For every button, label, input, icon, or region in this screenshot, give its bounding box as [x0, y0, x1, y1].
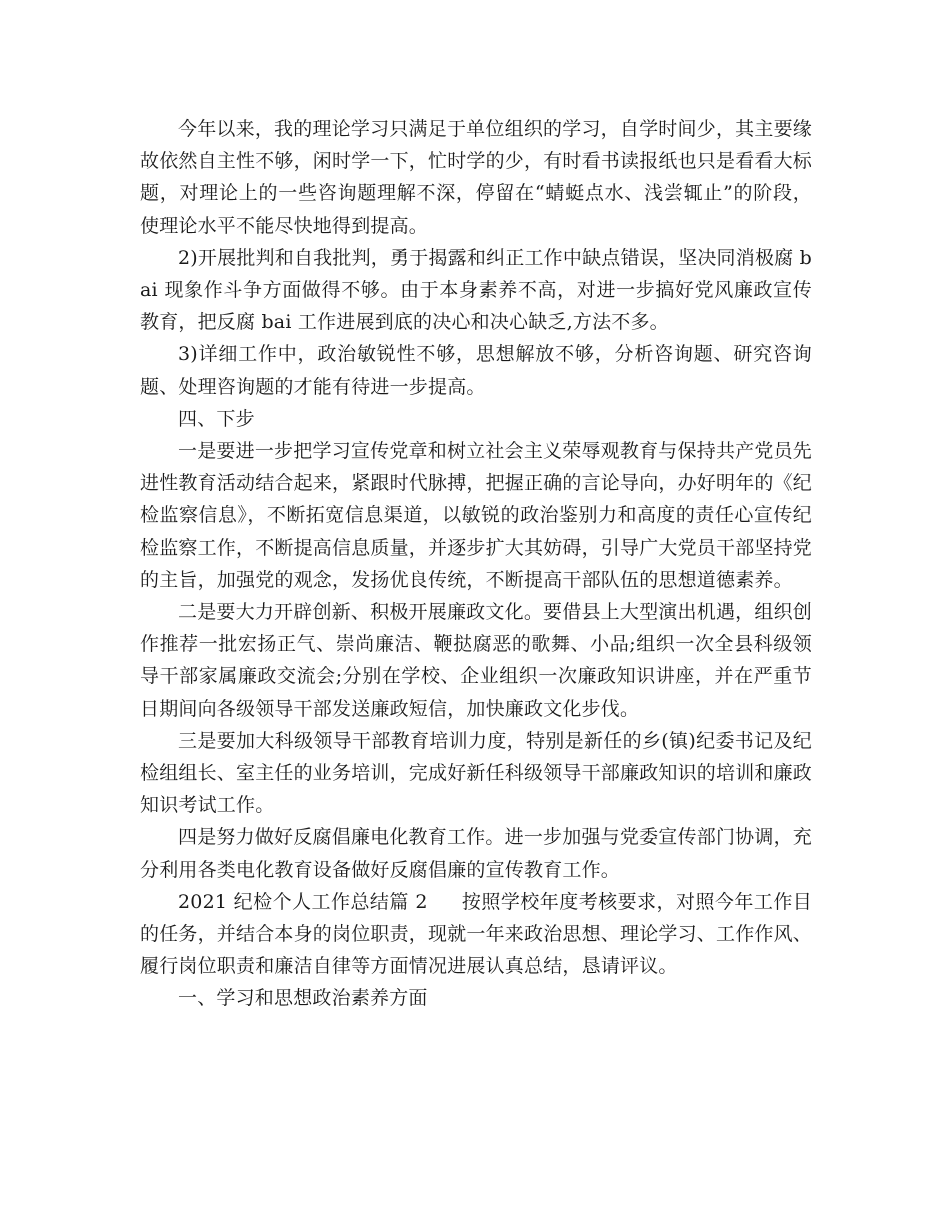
paragraph-summary-part-two — [140, 886, 812, 983]
paragraph-step-four: 四是努力做好反腐倡廉电化教育工作。进一步加强与党委宣传部门协调，充分利用各类电化教育设备做好反腐倡廉的宣传教育工作。 — [140, 826, 812, 881]
summary-part-two-title: 2021 纪检个人工作总结篇 2 — [178, 890, 428, 913]
paragraph-step-two: 二是要大力开辟创新、积极开展廉政文化。要借县上大型演出机遇，组织创作推荐一批宏扬正气、崇尚廉洁、鞭挞腐恶的歌舞、小品;组织一次全县科级领导干部家属廉政交流会;分别在学校、企业组织一次廉政知识讲座，并在严重节日期间向各级领导干部发送廉政短信，加快廉政文化步伐。 — [140, 601, 812, 720]
paragraph-theory-study: 今年以来，我的理论学习只满足于单位组织的学习，自学时间少，其主要缘故依然自主性不够，闲时学一下，忙时学的少，有时看书读报纸也只是看看大标题，对理论上的一些咨询题理解不深，停留在“蜻蜓点水、浅尝辄止”的阶段，使理论水平不能尽快地得到提高。 — [140, 118, 813, 237]
paragraph-self-criticism: 2)开展批判和自我批判，勇于揭露和纠正工作中缺点错误，坚决同消极腐 bai 现象作斗争方面做得不够。由于本身素养不高，对进一步搞好党风廉政宣传教育，把反腐 bai 工作进展到底的决心和决心缺乏,方法不多。 — [140, 246, 812, 334]
paragraph-step-three: 三是要加大科级领导干部教育培训力度，特别是新任的乡(镇)纪委书记及纪检组组长、室主任的业务培训，完成好新任科级领导干部廉政知识的培训和廉政知识考试工作。 — [140, 729, 813, 817]
paragraph-step-one: 一是要进一步把学习宣传党章和树立社会主义荣辱观教育与保持共产党员先进性教育活动结合起来，紧跟时代脉搏，把握正确的言论导向，办好明年的《纪检监察信息》，不断拓宽信息渠道，以敏锐的政治鉴别力和高度的责任心宣传纪检监察工作，不断提高信息质量，并逐步扩大其妨碍，引导广大党员干部坚持党的主旨，加强党的观念，发扬优良传统，不断提高干部队伍的思想道德素养。 — [140, 440, 813, 591]
document-body — [140, 113, 812, 1015]
section-heading-next-steps: 四、下步 — [178, 407, 255, 430]
paragraph-political-sensitivity: 3)详细工作中，政治敏锐性不够，思想解放不够，分析咨询题、研究咨询题、处理咨询题的才能有待进一步提高。 — [140, 343, 812, 398]
section-heading-study-and-politics: 一、学习和思想政治素养方面 — [178, 987, 428, 1010]
summary-part-two-text: 按照学校年度考核要求，对照今年工作目的任务，并结合本身的岗位职责，现就一年来政治思想、理论学习、工作作风、履行岗位职责和廉洁自律等方面情况进展认真总结，恳请评议。 — [140, 890, 813, 978]
